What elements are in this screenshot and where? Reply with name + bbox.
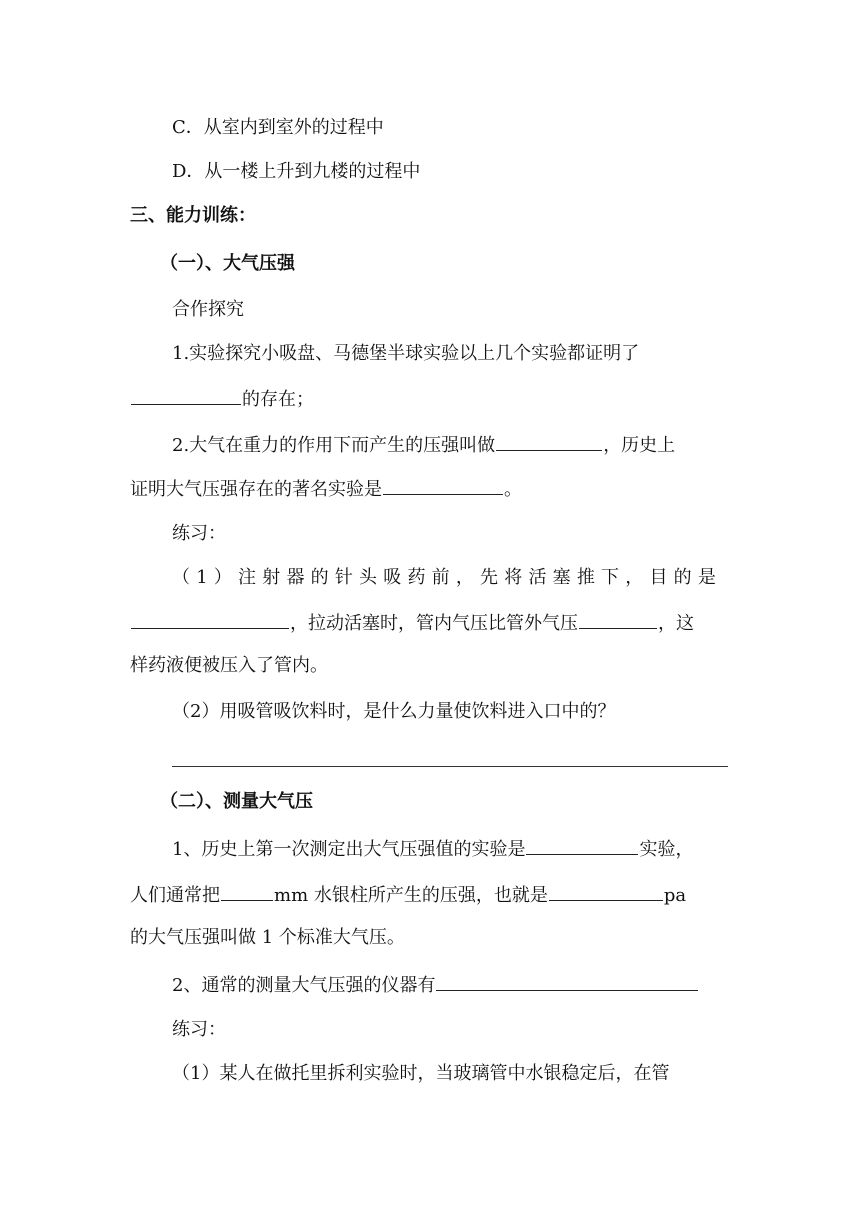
practice-label-2: 练习：: [172, 1019, 226, 1040]
question-2-tail: ，历史上: [603, 435, 676, 456]
question-2-line-2: [130, 474, 522, 504]
question-2-line-1: [172, 430, 675, 460]
question-2-text-2: 证明大气压强存在的著名实验是: [130, 479, 382, 500]
answer-blank[interactable]: [549, 880, 663, 901]
answer-blank[interactable]: [131, 608, 289, 629]
subsection-heading-atmospheric-pressure: （一）、大气压强: [160, 253, 295, 274]
practice-1-line-2: [130, 608, 694, 638]
answer-line[interactable]: [172, 766, 728, 767]
answer-blank[interactable]: [383, 474, 503, 495]
question-2-text: 2.大气在重力的作用下而产生的压强叫做: [172, 435, 496, 456]
practice-1-line-1: （1）注射器的针头吸药前，先将活塞推下，目的是: [172, 567, 723, 588]
measure-1-line-3: 的大气压强叫做 1 个标准大气压。: [130, 927, 405, 948]
practice-1-line-3: 样药液便被压入了管内。: [130, 655, 328, 676]
practice-1-text: ，拉动活塞时，管内气压比管外气压: [290, 613, 578, 634]
measure-1-tail: 实验，: [639, 839, 694, 860]
measure-1-text: 1、历史上第一次测定出大气压强值的实验是: [172, 839, 526, 860]
question-1-tail: 的存在；: [242, 389, 314, 410]
option-c: C．从室内到室外的过程中: [172, 117, 384, 138]
measure-1-text-3: mm 水银柱所产生的压强，也就是: [274, 885, 548, 906]
cooperative-inquiry-label: 合作探究: [172, 299, 244, 320]
answer-blank[interactable]: [436, 970, 698, 991]
practice-1-tail: ，这: [658, 613, 694, 634]
option-d: D．从一楼上升到九楼的过程中: [172, 161, 421, 182]
measure-1-line-2: [130, 880, 686, 910]
section-heading-ability-training: 三、能力训练：: [130, 205, 256, 226]
answer-blank[interactable]: [221, 880, 273, 901]
subsection-heading-measure-pressure: （二）、测量大气压: [160, 791, 313, 812]
question-1-line-1: 1.实验探究小吸盘、马德堡半球实验以上几个实验都证明了: [172, 343, 640, 364]
answer-blank[interactable]: [496, 430, 602, 451]
question-1-line-2: [130, 384, 314, 414]
measure-practice-1-line: （1）某人在做托里拆利实验时，当玻璃管中水银稳定后，在管: [172, 1063, 670, 1084]
question-2-period: 。: [504, 479, 522, 500]
measure-1-unit: pa: [663, 885, 687, 906]
answer-blank[interactable]: [579, 608, 657, 629]
measure-2-text: 2、通常的测量大气压强的仪器有: [172, 975, 436, 996]
answer-blank[interactable]: [131, 384, 241, 405]
measure-1-text-2: 人们通常把: [130, 885, 220, 906]
measure-2-line: [172, 970, 699, 1000]
practice-label-1: 练习：: [172, 523, 226, 544]
answer-blank[interactable]: [526, 834, 638, 855]
measure-1-line-1: [172, 834, 693, 864]
practice-2-question: （2）用吸管吸饮料时，是什么力量使饮料进入口中的？: [172, 701, 616, 722]
